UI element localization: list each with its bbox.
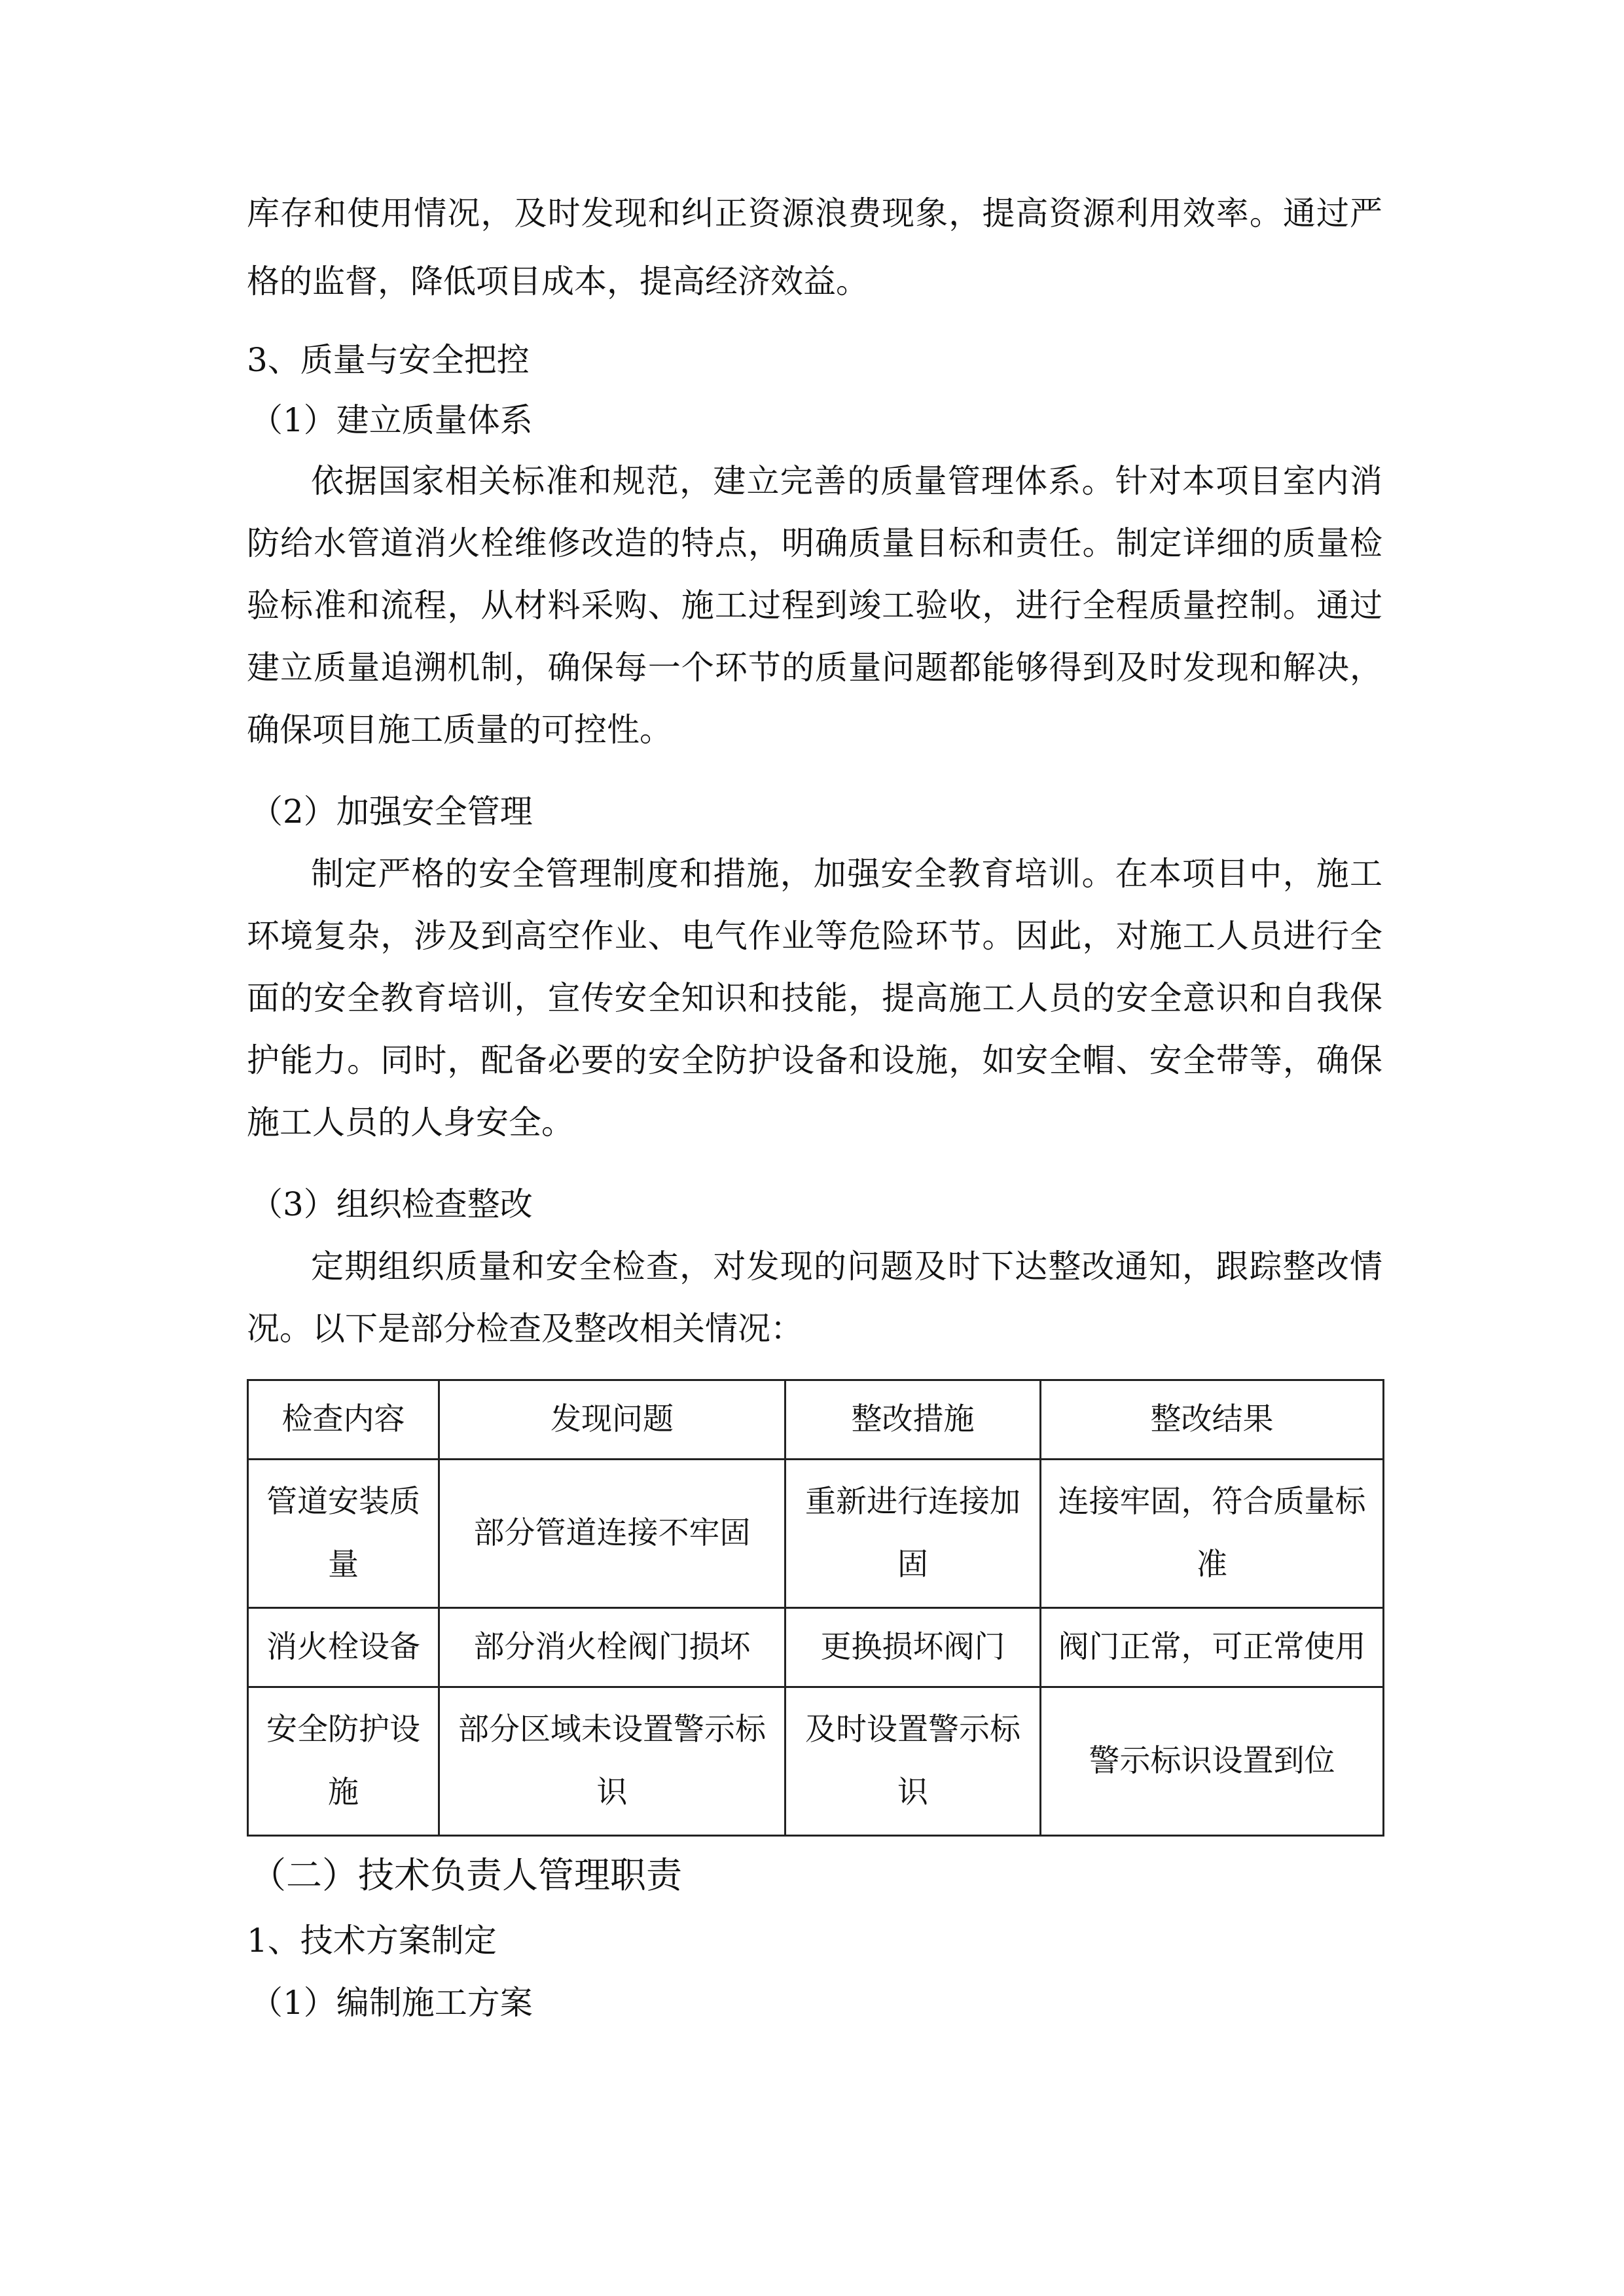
paragraph-line: 施工人员的人身安全。 xyxy=(247,1103,574,1141)
inspection-table xyxy=(247,1379,1384,1837)
table-cell: 连接牢固，符合质量标 准 xyxy=(1041,1460,1384,1608)
section-heading: 3、质量与安全把控 xyxy=(247,341,530,379)
paragraph-line: 建立质量追溯机制，确保每一个环节的质量问题都能够得到及时发现和解决， xyxy=(247,649,1382,687)
paragraph-line: 况。以下是部分检查及整改相关情况： xyxy=(247,1310,803,1348)
table-row xyxy=(248,1460,1384,1608)
subsection-heading: （3）组织检查整改 xyxy=(250,1185,533,1223)
paragraph-line: 环境复杂，涉及到高空作业、电气作业等危险环节。因此，对施工人员进行全 xyxy=(247,917,1382,955)
table-cell: 安全防护设 施 xyxy=(248,1687,439,1836)
paragraph-line: 确保项目施工质量的可控性。 xyxy=(247,711,672,749)
table-header-cell: 整改措施 xyxy=(785,1380,1041,1460)
table-cell: 部分区域未设置警示标 识 xyxy=(439,1687,785,1836)
chapter-heading: （二）技术负责人管理职责 xyxy=(250,1854,683,1896)
table-cell: 消火栓设备 xyxy=(248,1608,439,1687)
table-cell: 重新进行连接加 固 xyxy=(785,1460,1041,1608)
table-header-cell: 发现问题 xyxy=(439,1380,785,1460)
table-cell: 阀门正常，可正常使用 xyxy=(1041,1608,1384,1687)
table-row xyxy=(248,1608,1384,1687)
table-cell: 警示标识设置到位 xyxy=(1041,1687,1384,1836)
table-cell: 管道安装质 量 xyxy=(248,1460,439,1608)
table-header-row xyxy=(248,1380,1384,1460)
subsection-heading: （2）加强安全管理 xyxy=(250,793,533,831)
paragraph-line: 依据国家相关标准和规范，建立完善的质量管理体系。针对本项目室内消 xyxy=(311,462,1382,500)
table-cell: 部分消火栓阀门损坏 xyxy=(439,1608,785,1687)
paragraph-line: 验标准和流程，从材料采购、施工过程到竣工验收，进行全程质量控制。通过 xyxy=(247,586,1382,624)
table-header-cell: 检查内容 xyxy=(248,1380,439,1460)
paragraph-line: 制定严格的安全管理制度和措施，加强安全教育培训。在本项目中，施工 xyxy=(311,855,1382,893)
table-header-cell: 整改结果 xyxy=(1041,1380,1384,1460)
subsection-heading: （1）编制施工方案 xyxy=(250,1984,533,2022)
section-heading: 1、技术方案制定 xyxy=(247,1922,497,1960)
table-row xyxy=(248,1687,1384,1836)
paragraph-line: 防给水管道消火栓维修改造的特点，明确质量目标和责任。制定详细的质量检 xyxy=(247,524,1382,562)
paragraph-line: 面的安全教育培训，宣传安全知识和技能，提高施工人员的安全意识和自我保 xyxy=(247,979,1382,1017)
table-cell: 更换损坏阀门 xyxy=(785,1608,1041,1687)
subsection-heading: （1）建立质量体系 xyxy=(250,401,533,439)
table-cell: 部分管道连接不牢固 xyxy=(439,1460,785,1608)
paragraph-line: 护能力。同时，配备必要的安全防护设备和设施，如安全帽、安全带等，确保 xyxy=(247,1041,1382,1079)
paragraph-line: 格的监督，降低项目成本，提高经济效益。 xyxy=(247,262,869,300)
paragraph-line: 定期组织质量和安全检查，对发现的问题及时下达整改通知，跟踪整改情 xyxy=(311,1247,1382,1285)
table-cell: 及时设置警示标 识 xyxy=(785,1687,1041,1836)
paragraph-line: 库存和使用情况，及时发现和纠正资源浪费现象，提高资源利用效率。通过严 xyxy=(247,194,1382,232)
